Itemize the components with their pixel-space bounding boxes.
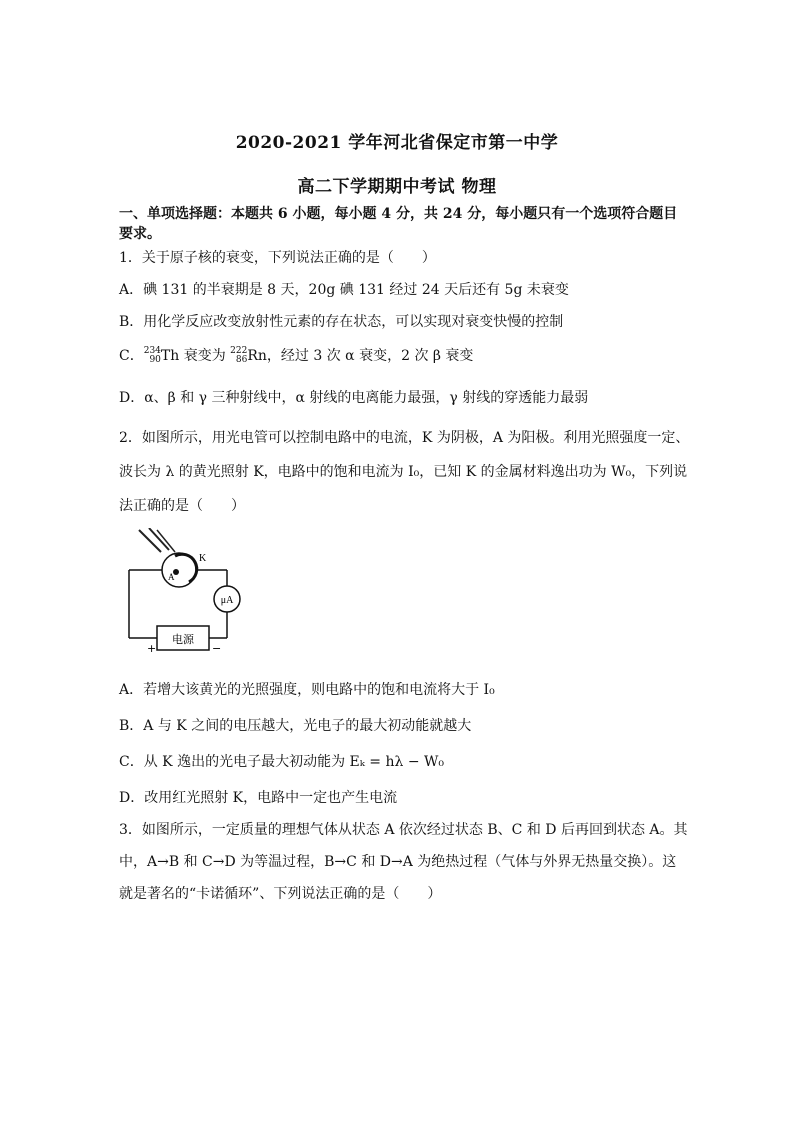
q2-option-b: B．A 与 K 之间的电压越大，光电子的最大初动能就越大 bbox=[119, 718, 472, 734]
q2-option-d: D．改用红光照射 K，电路中一定也产生电流 bbox=[119, 790, 398, 806]
q1-option-c-prefix: C． bbox=[119, 348, 144, 364]
q1-stem: 1．关于原子核的衰变，下列说法正确的是（ ） bbox=[119, 250, 436, 266]
section-heading: 一、单项选择题：本题共 6 小题，每小题 4 分，共 24 分，每小题只有一个选项符合题目要求。 bbox=[119, 206, 678, 242]
th-mass-number: 234 bbox=[143, 346, 161, 356]
plus-terminal: + bbox=[147, 642, 157, 655]
photocell-circuit-diagram bbox=[119, 528, 244, 660]
rn-mass-number: 222 bbox=[230, 346, 248, 356]
th-atomic-number: 90 bbox=[149, 355, 161, 365]
q1-option-d: D．α、β 和 γ 三种射线中，α 射线的电离能力最强，γ 射线的穿透能力最弱 bbox=[119, 390, 589, 406]
q1-option-c bbox=[119, 346, 689, 366]
q2-stem-line1: 2．如图所示，用光电管可以控制电路中的电流，K 为阴极，A 为阳极。利用光照强度一定、 bbox=[119, 430, 690, 446]
nuclide-th bbox=[144, 347, 161, 365]
q3-stem-line3: 就是著名的“卡诺循环”、下列说法正确的是（ ） bbox=[119, 886, 442, 902]
label-a: A bbox=[168, 572, 175, 582]
light-ray bbox=[139, 530, 161, 552]
q1-option-b: B．用化学反应改变放射性元素的存在状态，可以实现对衰变快慢的控制 bbox=[119, 314, 564, 330]
q1-option-c-mid: 衰变为 bbox=[179, 348, 231, 364]
label-k: K bbox=[199, 553, 207, 564]
rn-atomic-number: 86 bbox=[235, 355, 248, 365]
document-title: 2020-2021 学年河北省保定市第一中学 bbox=[235, 133, 559, 153]
q2-stem-line2: 波长为 λ 的黄光照射 K，电路中的饱和电流为 I₀，已知 K 的金属材料逸出功为 W₀，下列说 bbox=[119, 464, 688, 480]
q3-stem-line1: 3．如图所示，一定质量的理想气体从状态 A 依次经过状态 B、C 和 D 后再回到状态 A。其 bbox=[119, 822, 688, 838]
ammeter-label: μA bbox=[220, 595, 234, 606]
q1-option-a: A．碘 131 的半衰期是 8 天，20g 碘 131 经过 24 天后还有 5g 未衰变 bbox=[119, 282, 569, 298]
rn-symbol: Rn bbox=[247, 348, 267, 364]
nuclide-rn bbox=[230, 347, 247, 365]
q1-option-c-tail: ，经过 3 次 α 衰变，2 次 β 衰变 bbox=[266, 348, 474, 364]
document-subtitle: 高二下学期期中考试 物理 bbox=[297, 177, 497, 197]
q2-option-a: A．若增大该黄光的光照强度，则电路中的饱和电流将大于 I₀ bbox=[119, 682, 495, 698]
q2-option-c: C．从 K 逸出的光电子最大初动能为 Eₖ = hλ − W₀ bbox=[119, 754, 445, 770]
power-supply-label: 电源 bbox=[172, 633, 194, 646]
q2-stem-line3: 法正确的是（ ） bbox=[119, 498, 245, 514]
q3-stem-line2: 中，A→B 和 C→D 为等温过程，B→C 和 D→A 为绝热过程（气体与外界无热量交换）。这 bbox=[119, 854, 677, 870]
th-symbol: Th bbox=[160, 348, 180, 364]
minus-terminal: − bbox=[212, 642, 222, 655]
